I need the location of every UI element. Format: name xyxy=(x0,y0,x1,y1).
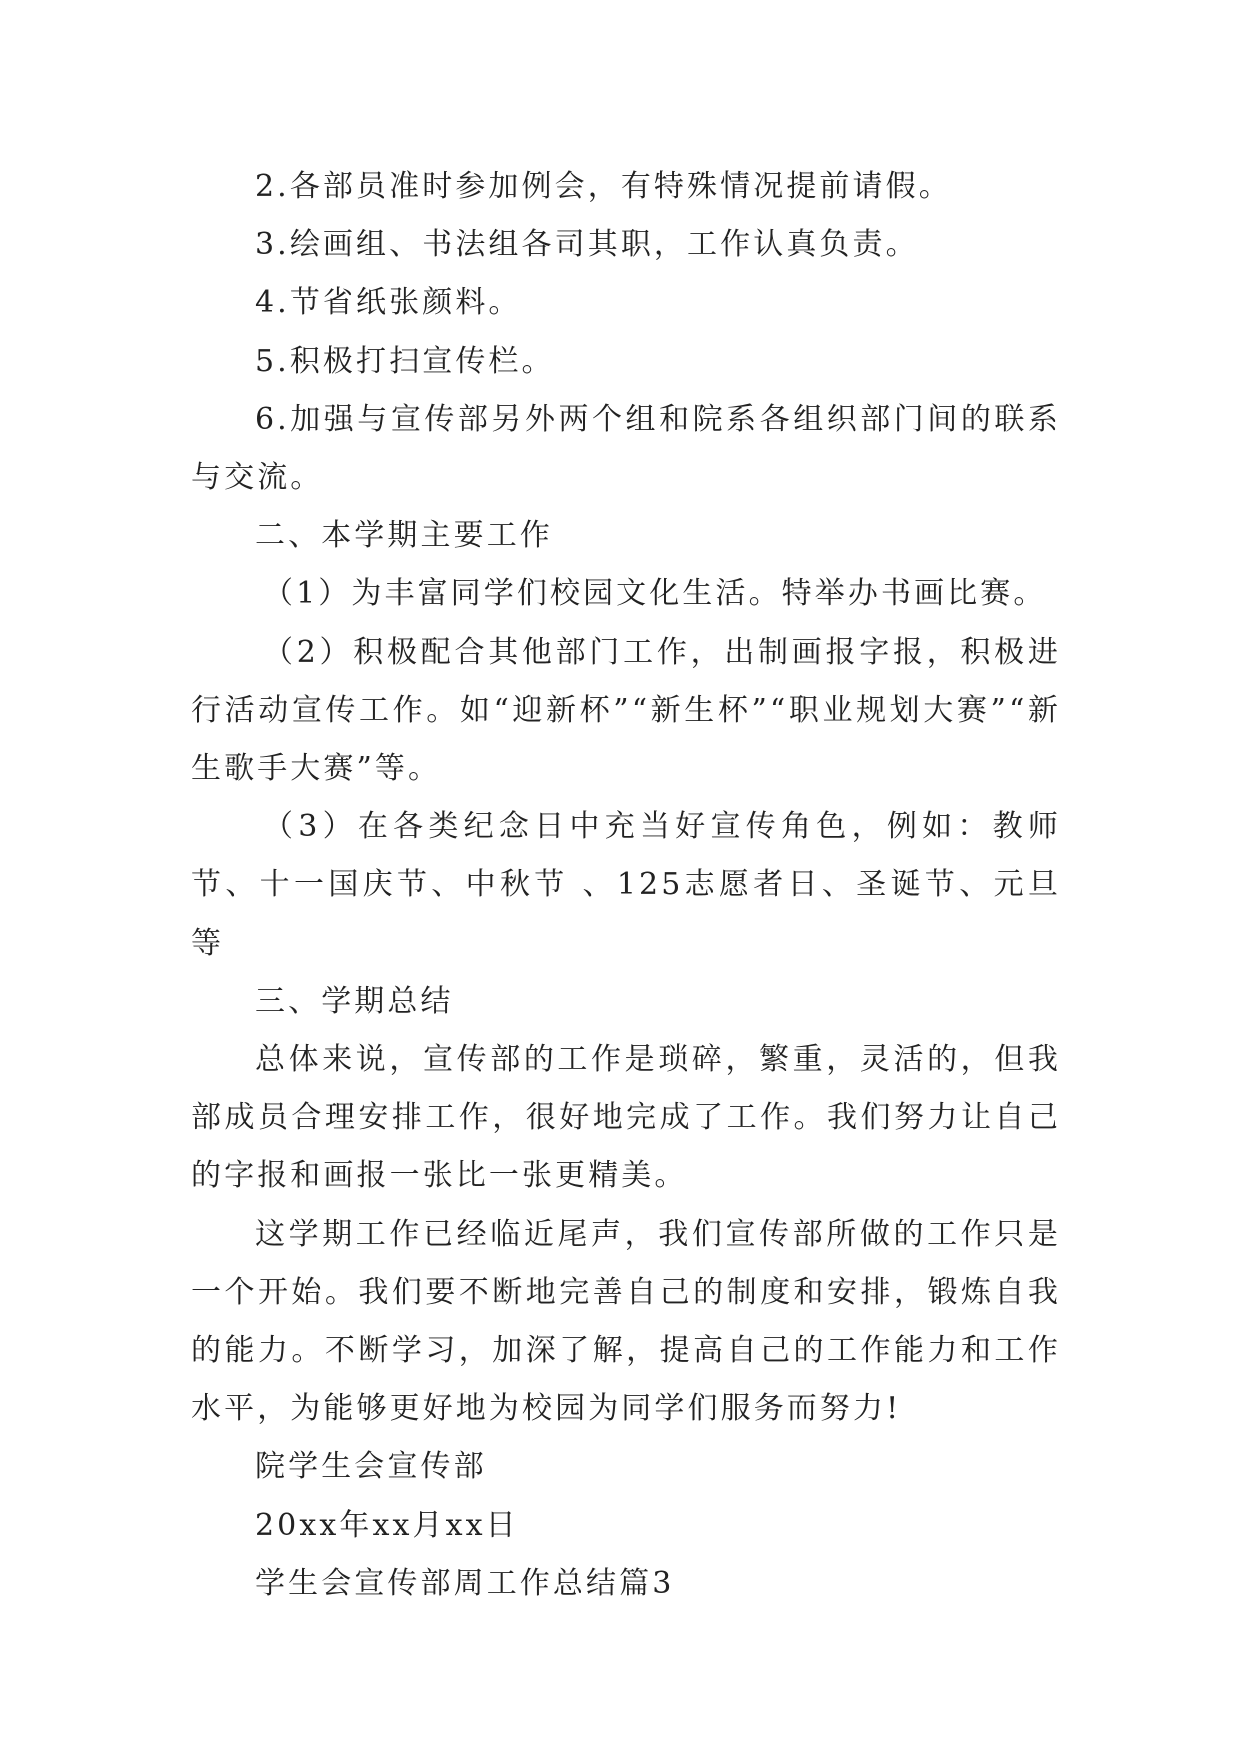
summary-paragraph-1: 总体来说，宣传部的工作是琐碎，繁重，灵活的，但我部成员合理安排工作，很好地完成了工作。我们努力让自己的字报和画报一张比一张更精美。 xyxy=(191,1042,1061,1194)
work-item-3: （3）在各类纪念日中充当好宣传角色，例如：教师节、十一国庆节、中秋节 、125志愿者日、圣诞节、元旦等 xyxy=(191,809,1061,961)
rule-item-6: 6.加强与宣传部另外两个组和院系各组织部门间的联系与交流。 xyxy=(191,401,1061,496)
rule-item-2: 2.各部员准时参加例会，有特殊情况提前请假。 xyxy=(255,169,952,204)
section-heading-main-work: 二、本学期主要工作 xyxy=(255,518,553,554)
signature-department: 院学生会宣传部 xyxy=(255,1449,487,1485)
signature-date: 20xx年xx月xx日 xyxy=(255,1507,519,1543)
rule-item-5: 5.积极打扫宣传栏。 xyxy=(255,343,555,379)
section-heading-summary: 三、学期总结 xyxy=(255,983,454,1019)
document-body xyxy=(191,158,1061,1613)
work-item-1: （1）为丰富同学们校园文化生活。特举办书画比赛。 xyxy=(263,576,1047,612)
rule-item-3: 3.绘画组、书法组各司其职，工作认真负责。 xyxy=(255,227,919,263)
rule-item-4: 4.节省纸张颜料。 xyxy=(255,285,522,321)
work-item-2: （2）积极配合其他部门工作，出制画报字报，积极进行活动宣传工作。如“迎新杯”“新生杯”“职业规划大赛”“新生歌手大赛”等。 xyxy=(191,634,1061,787)
next-article-title: 学生会宣传部周工作总结篇3 xyxy=(255,1565,675,1601)
summary-paragraph-2: 这学期工作已经临近尾声，我们宣传部所做的工作只是一个开始。我们要不断地完善自己的制度和安排，锻炼自我的能力。不断学习，加深了解，提高自己的工作能力和工作水平，为能够更好地为校园为同学们服务而努力! xyxy=(191,1216,1061,1427)
